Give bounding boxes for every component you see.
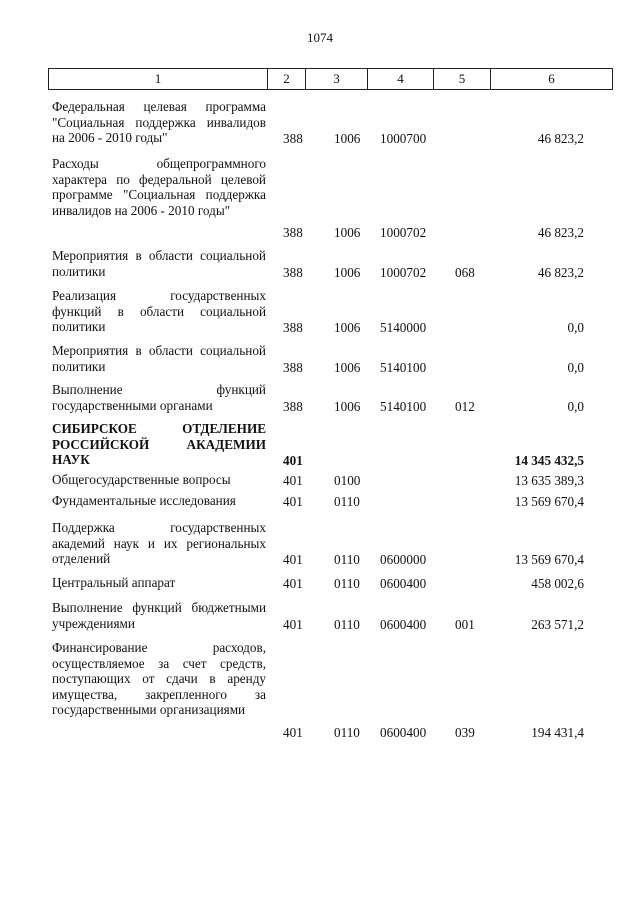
header-col-5: 5 [433,69,490,89]
header-col-4: 4 [367,69,433,89]
table-row [0,248,640,280]
row-name: Поддержка государственных академий наук и их региональных отделений [52,520,266,566]
row-col-5: 039 [455,724,475,740]
row-col-4: 1000702 [380,264,427,280]
row-col-6: 14 345 432,5 [514,452,584,468]
row-col-4: 5140100 [380,398,427,414]
row-col-4: 0600400 [380,616,427,632]
row-col-6: 0,0 [567,359,584,375]
row-name: Финансирование расходов, осуществляемое за счет средств, поступающих от сдачи в аренду имущества, закрепленного за государственными организациями [52,640,266,717]
row-col-3: 0110 [334,493,360,509]
table-row [0,99,640,146]
row-col-6: 458 002,6 [531,575,584,591]
row-col-3: 1006 [334,359,361,375]
table-row [0,156,640,240]
row-col-3: 1006 [334,398,361,414]
row-col-2: 401 [283,472,303,488]
table-row [0,640,640,740]
row-name: Выполнение функций государственными органами [52,382,266,413]
row-name: Выполнение функций бюджетными учреждениями [52,600,266,631]
row-col-2: 401 [283,493,303,509]
row-col-6: 46 823,2 [537,224,584,240]
row-col-4: 0600400 [380,575,427,591]
header-col-6: 6 [490,69,612,89]
table-row [0,520,640,567]
row-col-2: 401 [283,551,303,567]
row-name: Мероприятия в области социальной политики [52,343,266,374]
header-col-3: 3 [305,69,367,89]
row-col-6: 0,0 [567,398,584,414]
row-col-5: 068 [455,264,475,280]
row-col-3: 0110 [334,551,360,567]
row-col-6: 13 635 389,3 [514,472,584,488]
table-header [48,68,613,90]
table-row [0,575,640,591]
table-row [0,472,640,488]
row-col-4: 0600000 [380,551,427,567]
row-col-6: 13 569 670,4 [514,551,584,567]
row-col-2: 401 [283,724,303,740]
table-row [0,382,640,414]
header-col-2: 2 [267,69,305,89]
row-col-2: 401 [283,452,303,468]
row-col-5: 001 [455,616,475,632]
row-col-4: 5140000 [380,319,427,335]
row-name: Общегосударственные вопросы [52,472,231,487]
row-col-2: 401 [283,575,303,591]
row-name: Реализация государственных функций в области социальной политики [52,288,266,334]
row-col-4: 0600400 [380,724,427,740]
row-col-6: 0,0 [567,319,584,335]
row-col-3: 0110 [334,724,360,740]
row-name: Мероприятия в области социальной политики [52,248,266,279]
row-col-6: 194 431,4 [531,724,584,740]
row-col-6: 46 823,2 [537,130,584,146]
row-col-4: 5140100 [380,359,427,375]
row-col-3: 1006 [334,130,361,146]
row-col-2: 388 [283,319,303,335]
row-col-2: 388 [283,359,303,375]
row-name: Фундаментальные исследования [52,493,236,508]
row-col-6: 263 571,2 [531,616,584,632]
row-name: Федеральная целевая программа "Социальная поддержка инвалидов на 2006 - 2010 годы" [52,99,266,145]
row-col-3: 0110 [334,575,360,591]
row-col-3: 1006 [334,264,361,280]
row-col-2: 401 [283,616,303,632]
row-col-2: 388 [283,224,303,240]
row-col-6: 13 569 670,4 [514,493,584,509]
table-row [0,493,640,509]
row-name: СИБИРСКОЕ ОТДЕЛЕНИЕ РОССИЙСКОЙ АКАДЕМИИ НАУК [52,421,266,467]
header-col-1: 1 [154,71,162,86]
row-col-6: 46 823,2 [537,264,584,280]
row-col-4: 1000700 [380,130,427,146]
row-name: Центральный аппарат [52,575,176,590]
row-col-4: 1000702 [380,224,427,240]
row-col-2: 388 [283,130,303,146]
row-col-3: 1006 [334,224,361,240]
table-row [0,600,640,632]
row-col-2: 388 [283,398,303,414]
row-col-3: 1006 [334,319,361,335]
row-col-3: 0110 [334,616,360,632]
row-col-2: 388 [283,264,303,280]
row-col-3: 0100 [334,472,361,488]
table-row [0,288,640,335]
page-number: 1074 [307,30,333,45]
row-col-5: 012 [455,398,475,414]
table-row-section [0,421,640,468]
table-row [0,343,640,375]
row-name: Расходы общепрограммного характера по федеральной целевой программе "Социальная поддержка инвалидов на 2006 - 2010 годы" [52,156,266,218]
